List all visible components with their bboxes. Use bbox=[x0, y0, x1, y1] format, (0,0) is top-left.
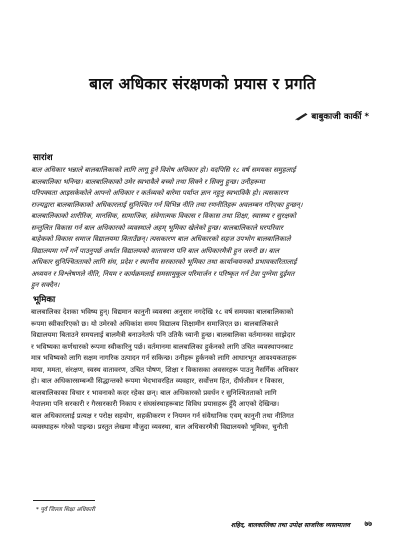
summary-line: बालबालिका भनिन्छ। बालबालिकाको उमेर स्वभावैले बच्चो तथा सिक्ने र सिक्नु हुन्छ। उनीहरूमा bbox=[31, 177, 265, 186]
introduction-line: मात्र भविष्यको लागि सक्षम नागरिक उत्पादन गर्न सकिन्छ। उनीहरू हुर्कनको लागि आधारभूत आवश्यकताहरू bbox=[31, 354, 297, 362]
author-name: बाबुकाजी कार्की * bbox=[311, 112, 369, 122]
page-number: ७७ bbox=[364, 519, 372, 528]
introduction-line: विद्यालयमा बिताउने समयलाई बालमैत्री बनाउनेतर्फ पनि उतिकै ध्यानी हुन्छ। बालबालिका वर्तमानका साझेदार bbox=[31, 331, 296, 339]
summary-line: बाहेकको विकास समाज विद्यालयमा बिताउँछन्। त्यसकारण बाल अधिकारको सहज उपभोग बालबालिकाले bbox=[31, 235, 291, 243]
introduction-heading: भूमिका bbox=[33, 295, 56, 305]
introduction-line: हो। बाल अधिकारसम्बन्धी सिद्धान्तको रूपमा भेदभावरहित व्यवहार, सर्वोत्तम हित, दीर्घजीवन र विकास, bbox=[31, 377, 285, 385]
summary-line: बालबालिकाको शारीरिक, मानसिक, सामाजिक, संवेगात्मक विकास र विकास तथा शिक्षा, स्वास्थ्य र सुरक्षको bbox=[31, 212, 296, 220]
summary-line: सन्तुलित विकास गर्न बाल अधिकारको व्यवस्थाले अहम् भूमिका खेलेको हुन्छ। बालबालिकाले घरपरिवार bbox=[31, 223, 283, 232]
running-footer-title: शहिद, बालकालिका तथा उपोक्ष साजरिक व्यस्तमालव bbox=[230, 522, 350, 529]
introduction-line: रूपमा स्वीकारिएको छ। यो उमेरको अधिकांश समय विद्यालय शिक्षामीन समाजिएत छ। बालबालिकाले bbox=[31, 319, 279, 328]
introduction-line: र भविष्यका कर्णधारको रूपमा स्वीकारिनु पर्छ। वर्तमानमा बालबालिका हुर्कनको लागि उचित व्यवस्थापनबाट bbox=[31, 342, 294, 351]
author-line bbox=[295, 110, 369, 122]
summary-line: बाल अधिकार भन्नाले बालबालिकाको लागि लागू हुने विशेष अधिकार हो। यदपिसि १८ वर्ष समयका समुहलाई bbox=[31, 166, 296, 174]
introduction-line: बालबालिका देशका भविष्य हुन्। विद्यमान कानुनी व्यवस्था अनुसार नगदेखि १८ वर्ष समयका बालबालिकाको bbox=[31, 308, 294, 316]
article-title: बाल अधिकार संरक्षणको प्रयास र प्रगति bbox=[89, 75, 316, 93]
footnote-divider bbox=[33, 500, 95, 501]
summary-line: परिपक्वता आइसकेकोले आफ्नो अधिकार र कर्तव्यको बारेमा पर्याप्त ज्ञान नहुनु स्वभाविकै हो। त्यसकारण bbox=[31, 189, 288, 197]
pen-icon bbox=[295, 112, 308, 121]
summary-line: विद्यालयमा गर्ने गर्ने पाउनुपर्छ अर्थात विद्यालयको वातावरण पनि बाल अधिकारमैत्री हुन जरुरी छ। बाल bbox=[31, 246, 280, 255]
summary-line: अध्ययन र विश्लेषणले नीति, नियम र कार्यक्रमलाई समसामुकूल परिमार्जन र परिष्कृत गर्न टेवा पुग्नेमा दुईमत bbox=[31, 269, 295, 278]
footnote: * पूर्व जिल्ला शिक्षा अधिकारी bbox=[36, 507, 95, 513]
introduction-line: बाल अधिकारलाई प्रत्यक्ष र परोक्ष सहयोग, सहकीकरण र नियमन गर्न संवैधानिक एवम् कानुनी तथा नीतिगत bbox=[31, 411, 294, 420]
introduction-text bbox=[31, 307, 377, 434]
summary-line: राज्यद्वारा बालबालिकाको अधिकारलाई सुनिश्चित गर्न विभिन्न नीति तथा रणनीतिहरू अवलम्बन गरिएका हुन्छन्। bbox=[31, 200, 303, 209]
summary-line: हुन सक्दैन। bbox=[31, 281, 60, 289]
introduction-line: बालबालिकाका विचार र भावनाको कदर रहेका छन्। बाल अधिकारको प्रवर्धन र सुनिश्चितताको लागि bbox=[31, 388, 277, 397]
introduction-line: नेपालमा पनि सरकारी र गैरसरकारी निकाय र संघसंस्थाहरूबाट विविध प्रयासहरू हुँदै आएको देखिन्छ। bbox=[31, 400, 280, 408]
summary-line: अधिकार सुनिश्चितताको लागि संघ, प्रदेश र स्थानीय सरकारको भूमिका तथा कार्यान्वयनको प्रभावकारितालाई bbox=[31, 258, 297, 266]
introduction-line: व्यवस्थाहरू गरेको पाइन्छ। प्रस्तुत लेखमा मौजुदा व्यवस्था, बाल अधिकारमैत्री विद्यालयको भूमिका, चुनौती bbox=[31, 423, 289, 431]
introduction-line: माया, ममता, संरक्षण, स्वस्थ वातावरण, उचित पोषण, शिक्षा र विकासका अवसरहरू पाउनु नैसर्गिक अधिकार bbox=[31, 365, 299, 374]
summary-text bbox=[31, 165, 377, 292]
summary-heading: सारांश bbox=[33, 153, 53, 163]
